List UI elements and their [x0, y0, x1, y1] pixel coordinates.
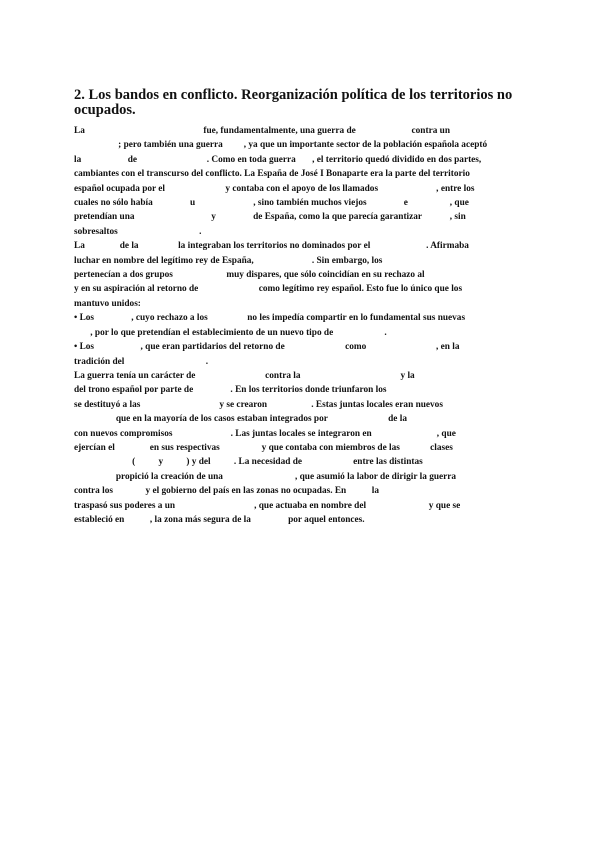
text-line-content: con nuevos compromisos . Las juntas locales se integraron en , que — [74, 428, 456, 439]
text-line-content: , por lo que pretendían el establecimiento de un nuevo tipo de . — [74, 327, 387, 338]
text-line — [74, 398, 530, 412]
text-line-content: pretendían una y de España, como la que parecía garantizar , sin — [74, 212, 466, 223]
heading-line-1: 2. Los bandos en conflicto. Reorganización política de los territorios no — [74, 87, 513, 103]
heading-line-2: ocupados. — [74, 102, 136, 118]
text-line — [74, 355, 530, 369]
text-line-content: cuales no sólo había u , sino también muchos viejos e , que — [74, 198, 469, 209]
text-line — [74, 513, 530, 527]
text-line-content: La de la la integraban los territorios no dominados por el . Afirmaba — [74, 241, 469, 252]
text-line-content: español ocupada por el y contaba con el apoyo de los llamados , entre los — [74, 183, 475, 194]
text-line — [74, 268, 530, 282]
text-line — [74, 470, 530, 484]
text-line — [74, 210, 530, 224]
text-line-content: la de . Como en toda guerra , el territorio quedó dividido en dos partes, — [74, 154, 482, 165]
text-line — [74, 484, 530, 498]
text-line — [74, 326, 530, 340]
text-line — [74, 455, 530, 469]
text-line — [74, 196, 530, 210]
text-line-content: • Los , que eran partidarios del retorno de como , en la — [74, 342, 460, 353]
text-line — [74, 254, 530, 268]
text-line — [74, 297, 530, 311]
text-line-content: cambiantes con el transcurso del conflicto. La España de José I Bonaparte era la parte del territorio — [74, 169, 470, 180]
document-body — [74, 124, 530, 527]
text-line-content: mantuvo unidos: — [74, 298, 141, 309]
text-line-content: La fue, fundamentalmente, una guerra de contra un — [74, 126, 451, 136]
text-line — [74, 182, 530, 196]
text-line — [74, 311, 530, 325]
text-line-content: contra los y el gobierno del país en las zonas no ocupadas. En la — [74, 486, 380, 497]
text-line-content: pertenecían a dos grupos muy dispares, que sólo coincidían en su rechazo al — [74, 270, 425, 281]
text-line-content: que en la mayoría de los casos estaban integrados por de la — [74, 414, 407, 425]
text-line — [74, 369, 530, 383]
text-line-content: luchar en nombre del legítimo rey de España, . Sin embargo, los — [74, 255, 383, 266]
text-line — [74, 282, 530, 296]
section-heading — [74, 88, 530, 118]
text-line — [74, 167, 530, 181]
text-line — [74, 499, 530, 513]
text-line-content: La guerra tenía un carácter de contra la y la — [74, 370, 415, 381]
text-line — [74, 441, 530, 455]
text-line-content: ( y ) y del . La necesidad de entre las distintas — [74, 457, 423, 468]
text-line — [74, 124, 530, 138]
text-line — [74, 239, 530, 253]
text-line — [74, 138, 530, 152]
text-line-content: del trono español por parte de . En los territorios donde triunfaron los — [74, 385, 387, 396]
text-line-content: ; pero también una guerra , ya que un importante sector de la población española aceptó — [74, 140, 488, 151]
text-line-content: y en su aspiración al retorno de como legítimo rey español. Esto fue lo único que los — [74, 284, 463, 295]
text-line-content: ejercían el en sus respectivas y que contaba con miembros de las clases — [74, 442, 453, 453]
text-line — [74, 383, 530, 397]
text-line — [74, 340, 530, 354]
text-line — [74, 225, 530, 239]
text-line — [74, 412, 530, 426]
text-line — [74, 427, 530, 441]
text-line-content: traspasó sus poderes a un , que actuaba en nombre del y que se — [74, 500, 461, 511]
text-line — [74, 153, 530, 167]
text-line-content: tradición del . — [74, 356, 209, 367]
text-line-content: estableció en , la zona más segura de la por aquel entonces. — [74, 514, 365, 525]
text-line-content: propició la creación de una , que asumió la labor de dirigir la guerra — [74, 471, 457, 482]
text-line-content: • Los , cuyo rechazo a los no les impedía compartir en lo fundamental sus nuevas — [74, 313, 466, 324]
text-line-content: se destituyó a las y se crearon . Estas juntas locales eran nuevos — [74, 399, 443, 410]
text-line-content: sobresaltos . — [74, 226, 202, 237]
